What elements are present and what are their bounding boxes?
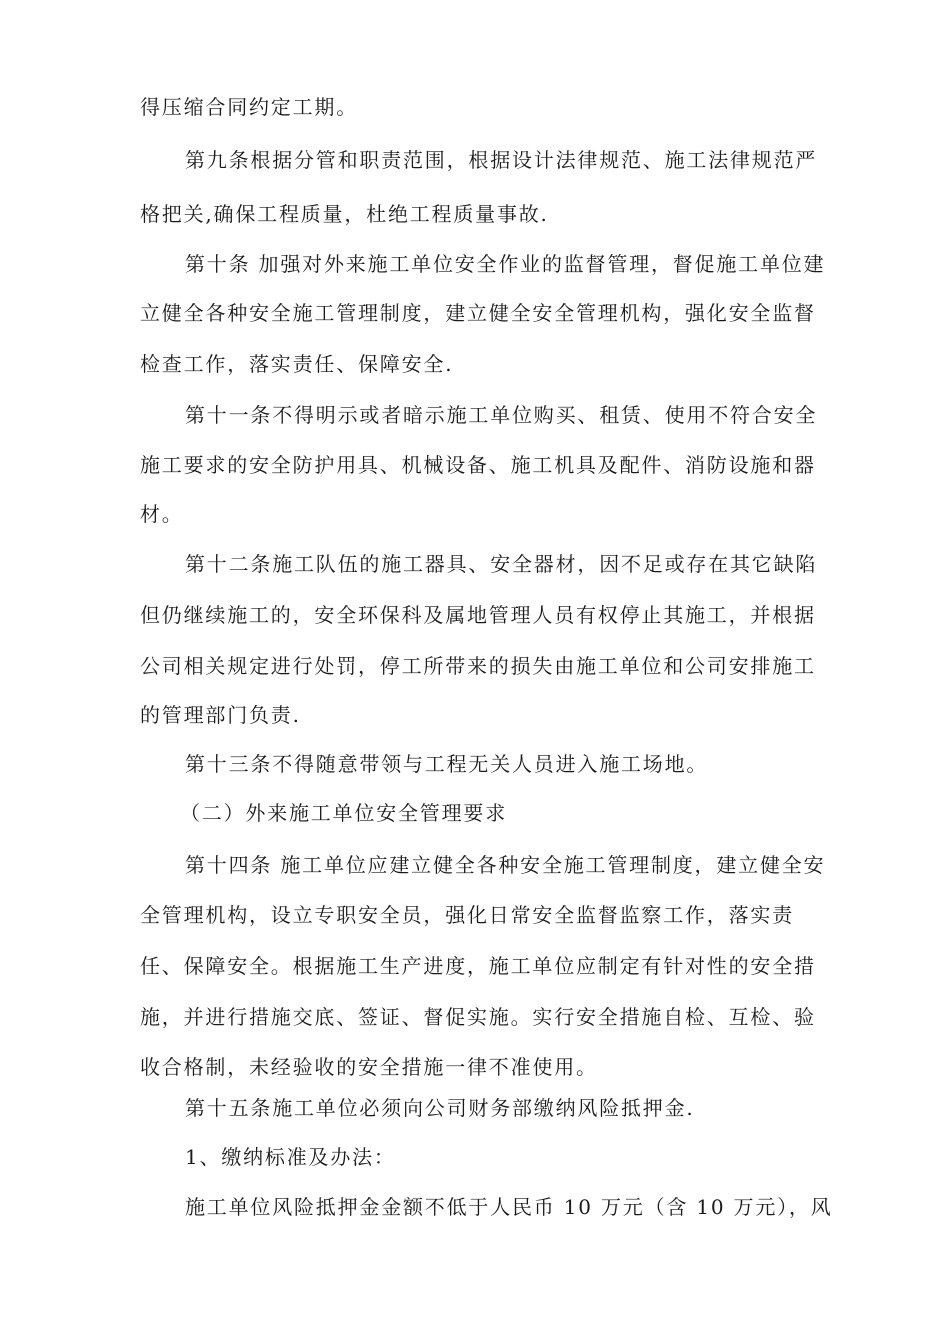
text-line: 施，并进行措施交底、签证、督促实施。实行安全措施自检、互检、验 xyxy=(140,1005,816,1029)
text-line: 的管理部门负责. xyxy=(140,703,301,727)
list-item: 1、缴纳标准及办法： xyxy=(185,1145,396,1169)
text-line: 检查工作，落实责任、保障安全. xyxy=(140,352,454,376)
text-line: 第十一条不得明示或者暗示施工单位购买、租赁、使用不符合安全 xyxy=(185,403,818,427)
text-line: 施工要求的安全防护用具、机械设备、施工机具及配件、消防设施和器 xyxy=(140,453,816,477)
text-line: 第十四条 施工单位应建立健全各种安全施工管理制度，建立健全安 xyxy=(185,853,826,877)
text-line: 但仍继续施工的，安全环保科及属地管理人员有权停止其施工，并根据 xyxy=(140,603,816,627)
text-line: 立健全各种安全施工管理制度，建立健全安全管理机构，强化安全监督 xyxy=(140,301,816,325)
text-line: 公司相关规定进行处罚，停工所带来的损失由施工单位和公司安排施工 xyxy=(140,654,816,678)
text-line: 第十条 加强对外来施工单位安全作业的监督管理，督促施工单位建 xyxy=(185,252,826,276)
text-line: 第十二条施工队伍的施工器具、安全器材，因不足或存在其它缺陷 xyxy=(185,552,818,576)
text-line: 全管理机构，设立专职安全员，强化日常安全监督监察工作，落实责 xyxy=(140,903,794,927)
text-line: 第九条根据分管和职责范围，根据设计法律规范、施工法律规范严 xyxy=(185,148,818,172)
text-line: 收合格制，未经验收的安全措施一律不准使用。 xyxy=(140,1055,598,1079)
section-heading: （二）外来施工单位安全管理要求 xyxy=(180,801,507,825)
text-line: 第十三条不得随意带领与工程无关人员进入施工场地。 xyxy=(185,752,709,776)
text-line: 第十五条施工单位必须向公司财务部缴纳风险抵押金. xyxy=(185,1096,695,1120)
text-line: 施工单位风险抵押金金额不低于人民币 10 万元（含 10 万元），风 xyxy=(185,1195,833,1219)
text-line: 任、保障安全。根据施工生产进度，施工单位应制定有针对性的安全措 xyxy=(140,954,816,978)
text-line: 材。 xyxy=(140,502,184,526)
text-line: 格把关,确保工程质量，杜绝工程质量事故. xyxy=(140,202,549,226)
text-line: 得压缩合同约定工期。 xyxy=(140,95,358,119)
